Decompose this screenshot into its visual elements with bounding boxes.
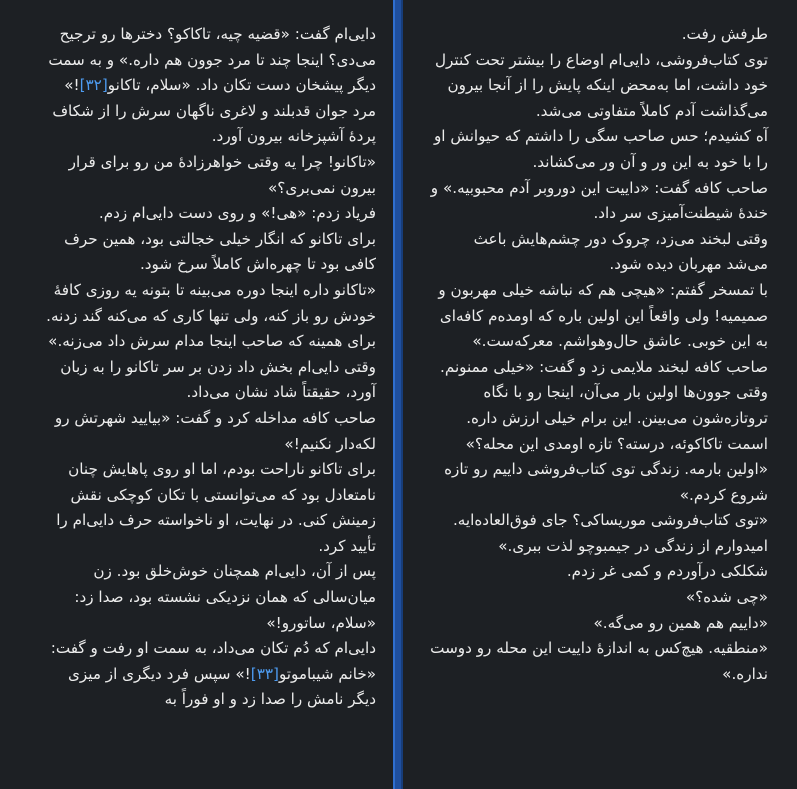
paragraph: برای تاکانو که انگار خیلی خجالتی بود، همین حرف کافی بود تا چهره‌اش کاملاً سرخ شود. bbox=[64, 229, 376, 274]
paragraph: آه کشیدم؛ حس صاحب سگی را داشتم که حیوانش او را با خود به این ور و آن ور می‌کشاند. bbox=[433, 127, 768, 171]
page-divider bbox=[393, 0, 403, 789]
paragraph: فریاد زدم: «هی!» و روی دست دایی‌ام زدم. bbox=[98, 204, 376, 223]
paragraph: طرفش رفت. bbox=[681, 25, 768, 43]
paragraph-text: !» bbox=[64, 76, 80, 95]
paragraph: «چی شده؟» bbox=[685, 588, 768, 607]
text-column-left bbox=[36, 22, 376, 713]
paragraph: «تاکانو داره اینجا دوره می‌بینه تا بتونه یه روزی کافهٔ خودش رو باز کنه، ولی تنها کاری که می‌کنه گند زدنه. برای همینه که صاحب اینجا مدام سرش داد می‌زنه.» وقتی دایی‌ام بخش داد زدن بر سر تاکانو را به زبان آورد، حقیقتاً شاد نشان می‌داد. bbox=[46, 280, 376, 402]
paragraph: صاحب کافه گفت: «داییت این دوروبر آدم محبوبیه.» و خندهٔ شیطنت‌آمیزی سر داد. bbox=[430, 178, 768, 223]
paragraph: «منطقیه. هیچ‌کس به اندازهٔ داییت این محله رو دوست نداره.» bbox=[430, 639, 768, 683]
paragraph bbox=[36, 636, 376, 713]
paragraph: پس از آن، دایی‌ام همچنان خوش‌خلق بود. زن میان‌سالی که همان نزدیکی نشسته بود، صدا زد: «سلام، ساتورو!» bbox=[74, 562, 376, 632]
paragraph: «داییم هم همین رو می‌گه.» bbox=[593, 613, 768, 632]
paragraph-text: دایی‌ام گفت: «قضیه چیه، تاکاکو؟ دخترها رو ترجیح می‌دی؟ اینجا چند تا مرد جوون هم داره.» و به سمت دیگر پیشخان دست تکان داد. «سلام، تاکانو bbox=[48, 25, 376, 95]
paragraph: توی کتاب‌فروشی، دایی‌ام اوضاع را بیشتر تحت کنترل خود داشت، اما به‌محض اینکه پایش را از آنجا بیرون می‌گذاشت آدم کاملاً متفاوتی می‌شد. bbox=[434, 50, 768, 120]
paragraph: «تاکانو! چرا یه وقتی خواهرزادهٔ من رو برای قرار بیرون نمی‌بری؟» bbox=[68, 152, 376, 197]
footnote-link-33[interactable]: [۳۳] bbox=[250, 664, 279, 683]
paragraph: صاحب کافه لبخند ملایمی زد و گفت: «خیلی ممنونم. وقتی جوون‌ها اولین بار می‌آن، اینجا رو با نگاه تروتازه‌شون می‌بینن. این برام خیلی ارزش داره. اسمت تاکاکوئه، درسته؟ تازه اومدی این محله؟» bbox=[440, 357, 768, 453]
paragraph-text: دایی‌ام که دُم تکان می‌داد، به سمت او رفت و گفت: «خانم شیباموتو bbox=[50, 639, 376, 683]
paragraph: برای تاکانو ناراحت بودم، اما او روی پاهایش چنان نامتعادل بود که می‌توانستی با تکان کوچکی نقش زمینش کنی. در نهایت، او ناخواسته حرف دایی‌ام را تأیید کرد. bbox=[56, 460, 376, 555]
paragraph-text: !» سپس فرد دیگری از میزی دیگر نامش را صدا زد و او فوراً به bbox=[67, 664, 376, 709]
paragraph: «توی کتاب‌فروشی موریساکی؟ جای فوق‌العاده‌ایه. امیدوارم از زندگی در جیمبوچو لذت ببری.» bbox=[452, 511, 768, 555]
paragraph: صاحب کافه مداخله کرد و گفت: «بیایید شهرتش رو لکه‌دار نکنیم!» bbox=[54, 408, 376, 453]
paragraph: با تمسخر گفتم: «هیچی هم که نباشه خیلی مهربون و صمیمیه! ولی واقعاً این اولین باره که اومده‌م کافه‌ای به این خوبی. عاشق حال‌وهواشم. معرکه‌ست.» bbox=[438, 280, 768, 351]
paragraph: وقتی لبخند می‌زد، چروک دور چشم‌هایش باعث می‌شد مهربان دیده شود. bbox=[473, 229, 768, 274]
paragraph: مرد جوان قدبلند و لاغری ناگهان سرش را از شکاف پردهٔ آشپزخانه بیرون آورد. bbox=[52, 101, 376, 146]
paragraph: شکلکی درآوردم و کمی غر زدم. bbox=[566, 562, 768, 581]
footnote-link-32[interactable]: [۳۲] bbox=[79, 76, 108, 95]
paragraph bbox=[36, 22, 376, 99]
text-column-right bbox=[430, 22, 768, 687]
paragraph: «اولین بارمه. زندگی توی کتاب‌فروشی داییم رو تازه شروع کردم.» bbox=[444, 460, 768, 504]
